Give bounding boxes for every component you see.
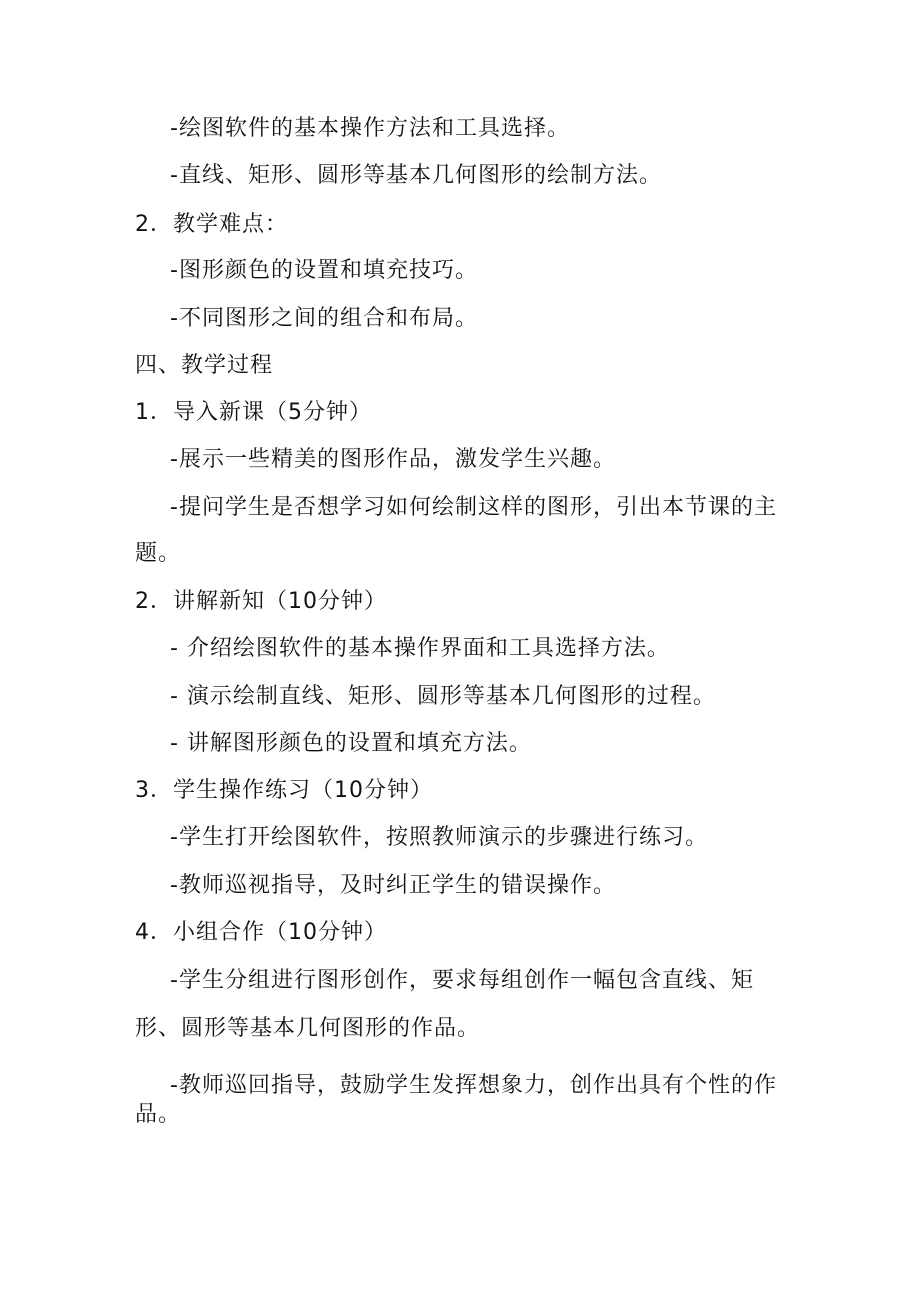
bullet-line: -不同图形之间的组合和布局。 — [170, 306, 478, 331]
bullet-line: - 讲解图形颜色的设置和填充方法。 — [170, 731, 532, 756]
bullet-line: - 介绍绘图软件的基本操作界面和工具选择方法。 — [170, 636, 670, 661]
section-heading: 3．学生操作练习（10分钟） — [135, 778, 433, 803]
bullet-line: -学生分组进行图形创作，要求每组创作一幅包含直线、矩 — [170, 968, 754, 993]
bullet-line: -教师巡视指导，及时纠正学生的错误操作。 — [170, 873, 616, 898]
bullet-line: -提问学生是否想学习如何绘制这样的图形，引出本节课的主 — [170, 495, 777, 520]
chapter-heading: 四、教学过程 — [135, 353, 274, 378]
bullet-line: -展示一些精美的图形作品，激发学生兴趣。 — [170, 447, 616, 472]
bullet-line-continuation: 形、圆形等基本几何图形的作品。 — [135, 1016, 481, 1041]
bullet-line: -教师巡回指导，鼓励学生发挥想象力，创作出具有个性的作 — [170, 1073, 777, 1098]
section-heading: 4．小组合作（10分钟） — [135, 920, 387, 945]
bullet-line-continuation: 题。 — [135, 541, 182, 566]
bullet-line: -直线、矩形、圆形等基本几何图形的绘制方法。 — [170, 163, 662, 188]
section-heading: 2．讲解新知（10分钟） — [135, 589, 387, 614]
bullet-line: -图形颜色的设置和填充技巧。 — [170, 258, 478, 283]
bullet-line: - 演示绘制直线、矩形、圆形等基本几何图形的过程。 — [170, 684, 716, 709]
section-heading: 1．导入新课（5分钟） — [135, 400, 372, 425]
bullet-line: -学生打开绘图软件，按照教师演示的步骤进行练习。 — [170, 825, 708, 850]
section-heading: 2．教学难点： — [135, 212, 288, 237]
bullet-line-continuation: 品。 — [135, 1102, 182, 1127]
bullet-line: -绘图软件的基本操作方法和工具选择。 — [170, 116, 570, 141]
